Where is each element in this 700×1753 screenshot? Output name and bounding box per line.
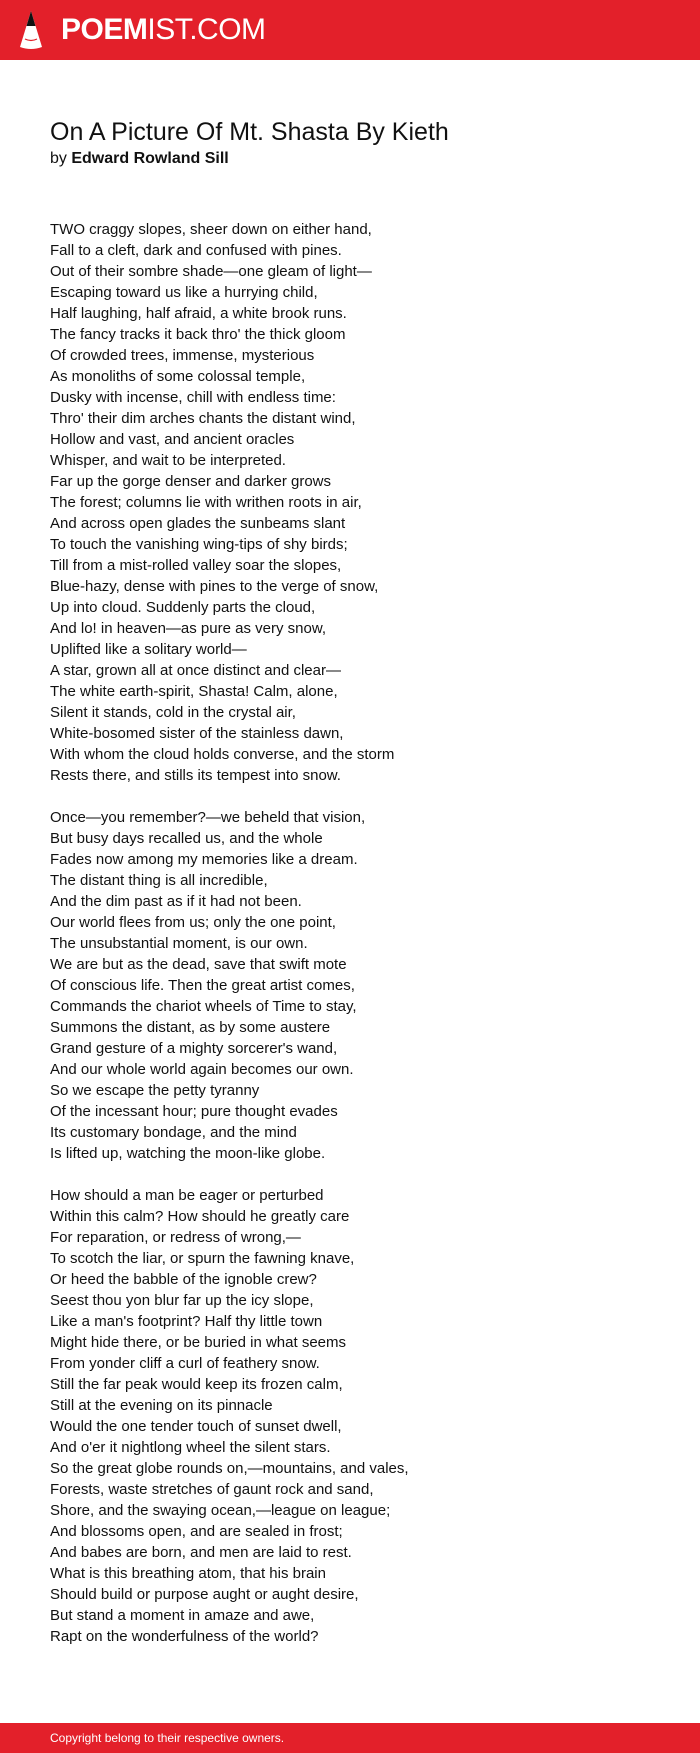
poem-line: The forest; columns lie with writhen roots in air, [50, 494, 362, 511]
site-logo-text[interactable] [61, 10, 266, 50]
poem-line: The white earth-spirit, Shasta! Calm, alone, [50, 683, 338, 700]
site-header [0, 0, 700, 60]
poem-line: For reparation, or redress of wrong,— [50, 1229, 301, 1246]
poem-line: Seest thou yon blur far up the icy slope, [50, 1292, 314, 1309]
poem-line: Thro' their dim arches chants the distant wind, [50, 410, 356, 427]
poem-line: Is lifted up, watching the moon-like globe. [50, 1145, 326, 1162]
poem-line: And lo! in heaven—as pure as very snow, [50, 620, 326, 637]
poem-line: Rests there, and stills its tempest into snow. [50, 767, 341, 784]
poem-title: On A Picture Of Mt. Shasta By Kieth [50, 118, 449, 146]
poem-line: Like a man's footprint? Half thy little town [50, 1313, 323, 1330]
poem-line: Commands the chariot wheels of Time to stay, [50, 998, 357, 1015]
author-name[interactable]: Edward Rowland Sill [71, 150, 229, 167]
poem-line: And our whole world again becomes our own. [50, 1061, 354, 1078]
poem-line: But busy days recalled us, and the whole [50, 830, 323, 847]
poem-line: Within this calm? How should he greatly care [50, 1208, 350, 1225]
poem-line: Half laughing, half afraid, a white brook runs. [50, 305, 347, 322]
pencil-tip-icon[interactable] [18, 9, 44, 51]
poem-line: As monoliths of some colossal temple, [50, 368, 306, 385]
poem-line: Its customary bondage, and the mind [50, 1124, 297, 1141]
poem-line: How should a man be eager or perturbed [50, 1187, 324, 1204]
poem-line: Blue-hazy, dense with pines to the verge of snow, [50, 578, 379, 595]
poem-line: Fades now among my memories like a dream. [50, 851, 358, 868]
poem-line: Our world flees from us; only the one point, [50, 914, 336, 931]
poem-line: Shore, and the swaying ocean,—league on league; [50, 1502, 391, 1519]
brand-bold: POEM [61, 13, 148, 46]
poem-line: TWO craggy slopes, sheer down on either hand, [50, 221, 372, 238]
poem-line: Might hide there, or be buried in what seems [50, 1334, 346, 1351]
poem-line: Would the one tender touch of sunset dwell, [50, 1418, 342, 1435]
poem-line: Summons the distant, as by some austere [50, 1019, 331, 1036]
poem-line: From yonder cliff a curl of feathery snow. [50, 1355, 320, 1372]
poem-line: And babes are born, and men are laid to rest. [50, 1544, 352, 1561]
poem-line: So we escape the petty tyranny [50, 1082, 260, 1099]
poem-line: What is this breathing atom, that his brain [50, 1565, 326, 1582]
poem-line: Out of their sombre shade—one gleam of light— [50, 263, 372, 280]
poem-line: Dusky with incense, chill with endless time: [50, 389, 336, 406]
stanza-break [50, 786, 670, 807]
poem-line: Still at the evening on its pinnacle [50, 1397, 273, 1414]
poem-line: And across open glades the sunbeams slant [50, 515, 346, 532]
brand-rest: IST.COM [147, 13, 266, 46]
poem-line: And blossoms open, and are sealed in frost; [50, 1523, 343, 1540]
poem-line: The unsubstantial moment, is our own. [50, 935, 308, 952]
poem-line: Fall to a cleft, dark and confused with pines. [50, 242, 342, 259]
poem-line: A star, grown all at once distinct and clear— [50, 662, 341, 679]
poem-line: Up into cloud. Suddenly parts the cloud, [50, 599, 316, 616]
poem-line: And o'er it nightlong wheel the silent stars. [50, 1439, 331, 1456]
poem-line: Of conscious life. Then the great artist comes, [50, 977, 355, 994]
poem-line: Grand gesture of a mighty sorcerer's wand, [50, 1040, 338, 1057]
poem-line: Silent it stands, cold in the crystal air, [50, 704, 296, 721]
poem-line: With whom the cloud holds converse, and the storm [50, 746, 395, 763]
poem-line: Till from a mist-rolled valley soar the slopes, [50, 557, 342, 574]
copyright-notice: Copyright belong to their respective owners. [50, 1731, 285, 1745]
poem-line: Whisper, and wait to be interpreted. [50, 452, 286, 469]
poem-line: Escaping toward us like a hurrying child, [50, 284, 318, 301]
poem-line: To touch the vanishing wing-tips of shy birds; [50, 536, 348, 553]
poem-line: And the dim past as if it had not been. [50, 893, 302, 910]
poem-line: To scotch the liar, or spurn the fawning knave, [50, 1250, 355, 1267]
poem-line: The distant thing is all incredible, [50, 872, 268, 889]
poem-line: Uplifted like a solitary world— [50, 641, 247, 658]
poem-line: Far up the gorge denser and darker grows [50, 473, 331, 490]
by-label: by [50, 150, 67, 167]
poem-line: Of the incessant hour; pure thought evades [50, 1103, 338, 1120]
poem-line: Forests, waste stretches of gaunt rock and sand, [50, 1481, 374, 1498]
poem-line: Of crowded trees, immense, mysterious [50, 347, 315, 364]
stanza-break [50, 1164, 670, 1185]
poem-line: Hollow and vast, and ancient oracles [50, 431, 295, 448]
poem-line: The fancy tracks it back thro' the thick gloom [50, 326, 346, 343]
poem-line: Rapt on the wonderfulness of the world? [50, 1628, 319, 1645]
poem-line: We are but as the dead, save that swift mote [50, 956, 347, 973]
poem-byline [50, 148, 229, 170]
poem-body [50, 219, 670, 1647]
poem-line: Once—you remember?—we beheld that vision, [50, 809, 366, 826]
poem-line: Or heed the babble of the ignoble crew? [50, 1271, 317, 1288]
poem-line: White-bosomed sister of the stainless dawn, [50, 725, 344, 742]
poem-line: Should build or purpose aught or aught desire, [50, 1586, 359, 1603]
poem-line: But stand a moment in amaze and awe, [50, 1607, 315, 1624]
poem-line: Still the far peak would keep its frozen calm, [50, 1376, 343, 1393]
poem-line: So the great globe rounds on,—mountains, and vales, [50, 1460, 409, 1477]
site-footer [0, 1723, 700, 1753]
